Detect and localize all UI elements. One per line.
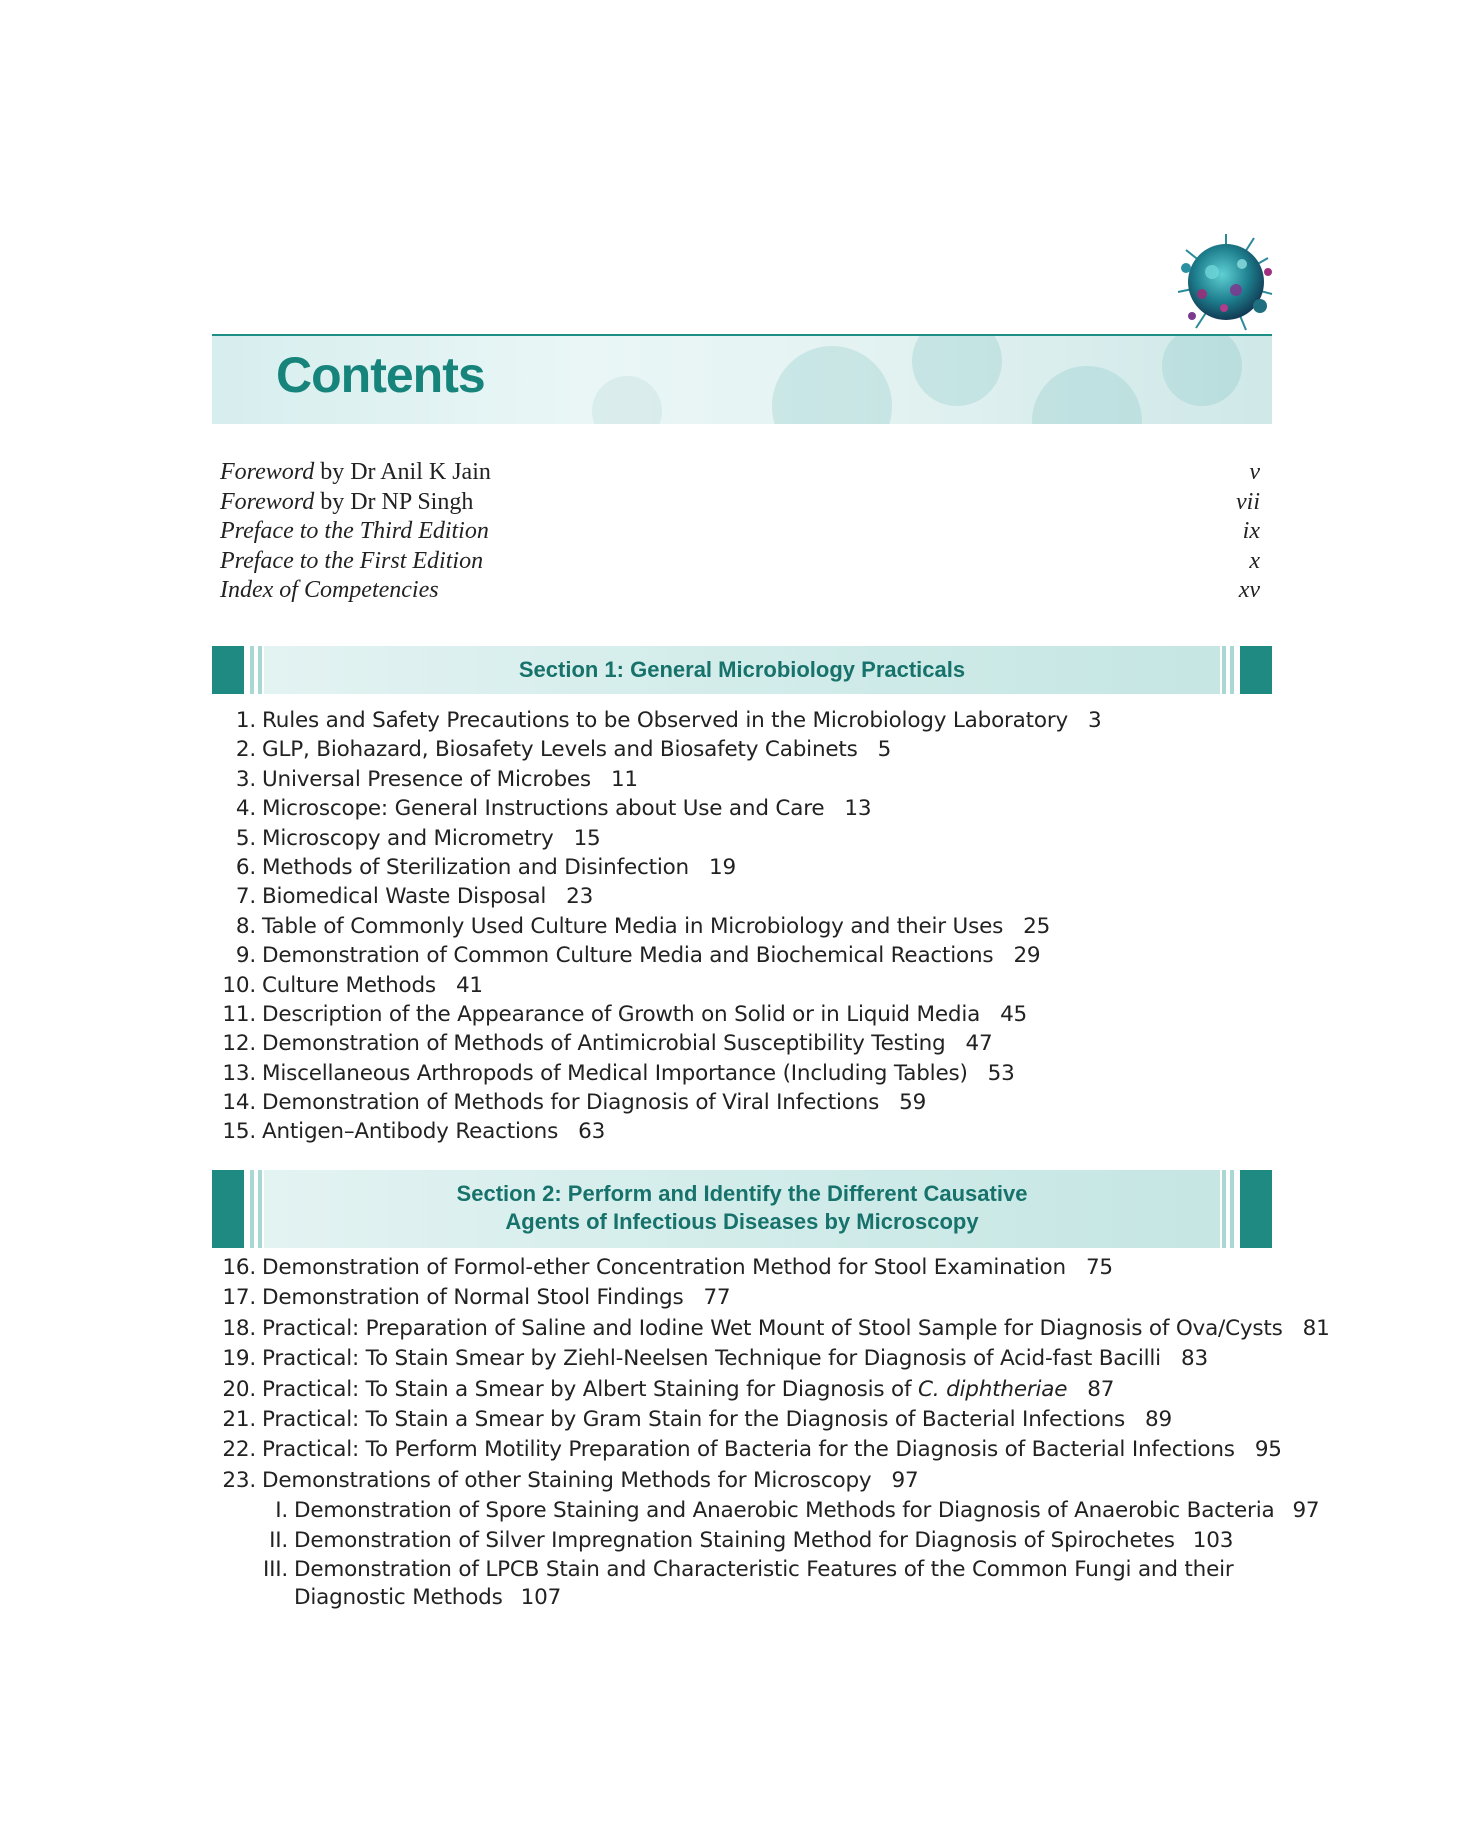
front-matter-item <box>220 576 1260 606</box>
chapter-page: 97 <box>891 1467 919 1493</box>
section-2-header <box>212 1170 1272 1248</box>
chapter-title: Practical: To Stain a Smear by Albert Staining for Diagnosis of <box>262 1376 918 1402</box>
chapter-number: 9. <box>235 943 256 969</box>
chapter-23-subitems <box>254 1496 1320 1612</box>
chapter-page: 5 <box>877 737 892 763</box>
sub-item <box>254 1526 1284 1556</box>
front-matter-page: vii <box>1236 488 1260 515</box>
section-1-chapter-list <box>220 706 1280 1147</box>
front-matter-item <box>220 517 1260 547</box>
section-divider-line <box>1222 1170 1226 1248</box>
chapter-page: 45 <box>1000 1001 1028 1027</box>
chapter-title: Demonstration of Normal Stool Findings <box>262 1285 684 1311</box>
chapter-item <box>220 941 1280 970</box>
chapter-item <box>220 706 1280 735</box>
chapter-title-wrap <box>262 1375 1067 1405</box>
sub-item-page: 103 <box>1192 1528 1234 1553</box>
chapter-page: 53 <box>987 1060 1015 1086</box>
section-2-chapter-list <box>220 1253 1330 1496</box>
sub-item-number: III. <box>262 1557 288 1582</box>
chapter-item <box>220 1344 1280 1374</box>
chapter-page: 95 <box>1254 1437 1282 1463</box>
chapter-item <box>220 1435 1280 1465</box>
chapter-title: Practical: To Perform Motility Preparation of Bacteria for the Diagnosis of Bacterial Infections <box>262 1437 1235 1463</box>
sub-item <box>254 1556 1284 1612</box>
chapter-title: Practical: To Stain Smear by Ziehl-Neelsen Technique for Diagnosis of Acid-fast Bacilli <box>262 1346 1161 1372</box>
chapter-page: 3 <box>1088 708 1102 733</box>
front-matter-title-italic: Index of Competencies <box>220 577 439 604</box>
chapter-title: Demonstrations of other Staining Methods for Microscopy <box>262 1467 872 1493</box>
chapter-item <box>220 824 1280 853</box>
chapter-number: 21. <box>222 1406 256 1432</box>
chapter-number: 4. <box>235 796 256 822</box>
front-matter-title-italic: Foreword <box>220 488 315 515</box>
front-matter-page: ix <box>1242 518 1260 545</box>
section-bar-left <box>212 646 244 694</box>
front-matter-title-italic: Preface to the Third Edition <box>220 518 489 545</box>
chapter-title: Antigen–Antibody Reactions <box>262 1119 559 1145</box>
section-divider-line <box>250 646 254 694</box>
chapter-number: 2. <box>235 737 256 763</box>
front-matter-title-italic: Preface to the First Edition <box>220 547 484 574</box>
chapter-number: 7. <box>235 884 256 910</box>
sub-item <box>254 1496 1320 1526</box>
chapter-page: 81 <box>1302 1315 1330 1341</box>
chapter-item <box>220 1059 1280 1088</box>
contents-header-band <box>212 336 1272 424</box>
chapter-number: 14. <box>222 1090 256 1116</box>
chapter-number: 1. <box>235 708 256 733</box>
chapter-page: 29 <box>1013 943 1041 969</box>
chapter-number: 15. <box>222 1119 256 1145</box>
chapter-item <box>220 1000 1280 1029</box>
chapter-item <box>220 1466 1280 1496</box>
chapter-title: Table of Commonly Used Culture Media in Microbiology and their Uses <box>262 913 1004 939</box>
chapter-title: Demonstration of Common Culture Media and Biochemical Reactions <box>262 943 994 969</box>
chapter-page: 47 <box>965 1031 993 1057</box>
chapter-item <box>220 1405 1280 1435</box>
chapter-item <box>220 853 1280 882</box>
chapter-number: 8. <box>235 913 256 939</box>
chapter-page: 75 <box>1085 1255 1113 1280</box>
chapter-number: 6. <box>235 854 256 880</box>
chapter-number: 16. <box>222 1255 256 1280</box>
chapter-number: 10. <box>222 972 256 998</box>
section-divider-line <box>1222 646 1226 694</box>
section-divider-line <box>250 1170 254 1248</box>
front-matter-item <box>220 488 1260 518</box>
chapter-number: 5. <box>235 825 256 851</box>
chapter-page: 89 <box>1145 1406 1173 1432</box>
sub-item-page: 107 <box>520 1585 562 1610</box>
front-matter-page: x <box>1249 547 1260 574</box>
chapter-item <box>220 1283 1280 1313</box>
chapter-title: Demonstration of Methods for Diagnosis of Viral Infections <box>262 1090 880 1116</box>
chapter-item <box>220 1253 1280 1283</box>
chapter-item <box>220 735 1280 764</box>
chapter-page: 87 <box>1087 1376 1115 1402</box>
chapter-number: 19. <box>222 1346 256 1372</box>
chapter-title: Description of the Appearance of Growth on Solid or in Liquid Media <box>262 1001 981 1027</box>
section-bar-right <box>1240 1170 1272 1248</box>
front-matter-item <box>220 547 1260 577</box>
chapter-title: Practical: Preparation of Saline and Iodine Wet Mount of Stool Sample for Diagnosis of Ova/Cysts <box>262 1315 1283 1341</box>
chapter-page: 59 <box>899 1090 927 1116</box>
front-matter-title: by Dr NP Singh <box>314 488 474 515</box>
chapter-title: Rules and Safety Precautions to be Observed in the Microbiology Laboratory <box>262 708 1068 733</box>
section-divider-line <box>258 1170 262 1248</box>
section-2-title-line-1: Section 2: Perform and Identify the Different Causative <box>456 1181 1028 1206</box>
chapter-item <box>220 1117 1280 1146</box>
chapter-number: 13. <box>222 1060 256 1086</box>
sub-item-number: II. <box>269 1528 288 1553</box>
chapter-title: Microscope: General Instructions about Use and Care <box>262 796 825 822</box>
chapter-number: 12. <box>222 1031 256 1057</box>
chapter-title: Miscellaneous Arthropods of Medical Importance (Including Tables) <box>262 1060 968 1086</box>
chapter-number: 23. <box>222 1467 256 1493</box>
chapter-title: Biomedical Waste Disposal <box>262 884 547 910</box>
chapter-title: Universal Presence of Microbes <box>262 766 591 792</box>
section-divider-line <box>258 646 262 694</box>
sub-item-title: Demonstration of Spore Staining and Anaerobic Methods for Diagnosis of Anaerobic Bacteria <box>294 1498 1275 1523</box>
chapter-title: Practical: To Stain a Smear by Gram Stain for the Diagnosis of Bacterial Infections <box>262 1406 1126 1432</box>
chapter-page: 23 <box>566 884 594 910</box>
section-bar-left <box>212 1170 244 1248</box>
chapter-item <box>220 1375 1280 1405</box>
chapter-item <box>220 1314 1330 1344</box>
chapter-number: 17. <box>222 1285 256 1311</box>
virus-illustration <box>1172 228 1280 336</box>
chapter-page: 77 <box>703 1285 731 1311</box>
chapter-item <box>220 794 1280 823</box>
chapter-title: Microscopy and Micrometry <box>262 825 554 851</box>
chapter-page: 25 <box>1023 913 1051 939</box>
section-2-title-line-2: Agents of Infectious Diseases by Microscopy <box>505 1209 979 1234</box>
chapter-title: GLP, Biohazard, Biosafety Levels and Biosafety Cabinets <box>262 737 858 763</box>
front-matter-item <box>220 458 1260 488</box>
chapter-item <box>220 765 1280 794</box>
chapter-item <box>220 1029 1280 1058</box>
chapter-item <box>220 1088 1280 1117</box>
chapter-page: 13 <box>844 796 872 822</box>
front-matter-list <box>220 458 1260 606</box>
chapter-title: Demonstration of Formol-ether Concentration Method for Stool Examination <box>262 1255 1066 1280</box>
sub-item-number: I. <box>275 1498 288 1523</box>
chapter-item <box>220 971 1280 1000</box>
chapter-item <box>220 882 1280 911</box>
chapter-number: 3. <box>235 766 256 792</box>
chapter-page: 41 <box>455 972 483 998</box>
chapter-page: 83 <box>1180 1346 1208 1372</box>
chapter-number: 20. <box>222 1376 256 1402</box>
chapter-title: Culture Methods <box>262 972 436 998</box>
front-matter-title-italic: Foreword <box>220 459 315 485</box>
chapter-item <box>220 912 1280 941</box>
section-divider-line <box>1230 646 1234 694</box>
chapter-page: 63 <box>578 1119 606 1145</box>
sub-item-page: 97 <box>1292 1498 1320 1523</box>
front-matter-page: v <box>1249 459 1260 485</box>
chapter-number: 11. <box>222 1001 256 1027</box>
chapter-page: 15 <box>573 825 601 851</box>
front-matter-page: xv <box>1238 577 1260 604</box>
chapter-title: Methods of Sterilization and Disinfection <box>262 854 689 880</box>
chapter-number: 22. <box>222 1437 256 1463</box>
sub-item-title: Demonstration of Silver Impregnation Staining Method for Diagnosis of Spirochetes <box>294 1528 1175 1553</box>
chapter-page: 11 <box>610 766 638 792</box>
chapter-title: Demonstration of Methods of Antimicrobial Susceptibility Testing <box>262 1031 946 1057</box>
page-title: Contents <box>276 347 485 403</box>
section-1-header <box>212 646 1272 694</box>
chapter-number: 18. <box>222 1315 256 1341</box>
front-matter-title: by Dr Anil K Jain <box>314 459 491 485</box>
organism-name: C. diphtheriae <box>918 1376 1068 1402</box>
section-bar-right <box>1240 646 1272 694</box>
section-divider-line <box>1230 1170 1234 1248</box>
chapter-page: 19 <box>709 854 736 880</box>
sub-item-title: Demonstration of LPCB Stain and Characteristic Features of the Common Fungi and their Diagnostic Methods <box>294 1557 1234 1610</box>
section-1-title: Section 1: General Microbiology Practicals <box>518 657 966 682</box>
